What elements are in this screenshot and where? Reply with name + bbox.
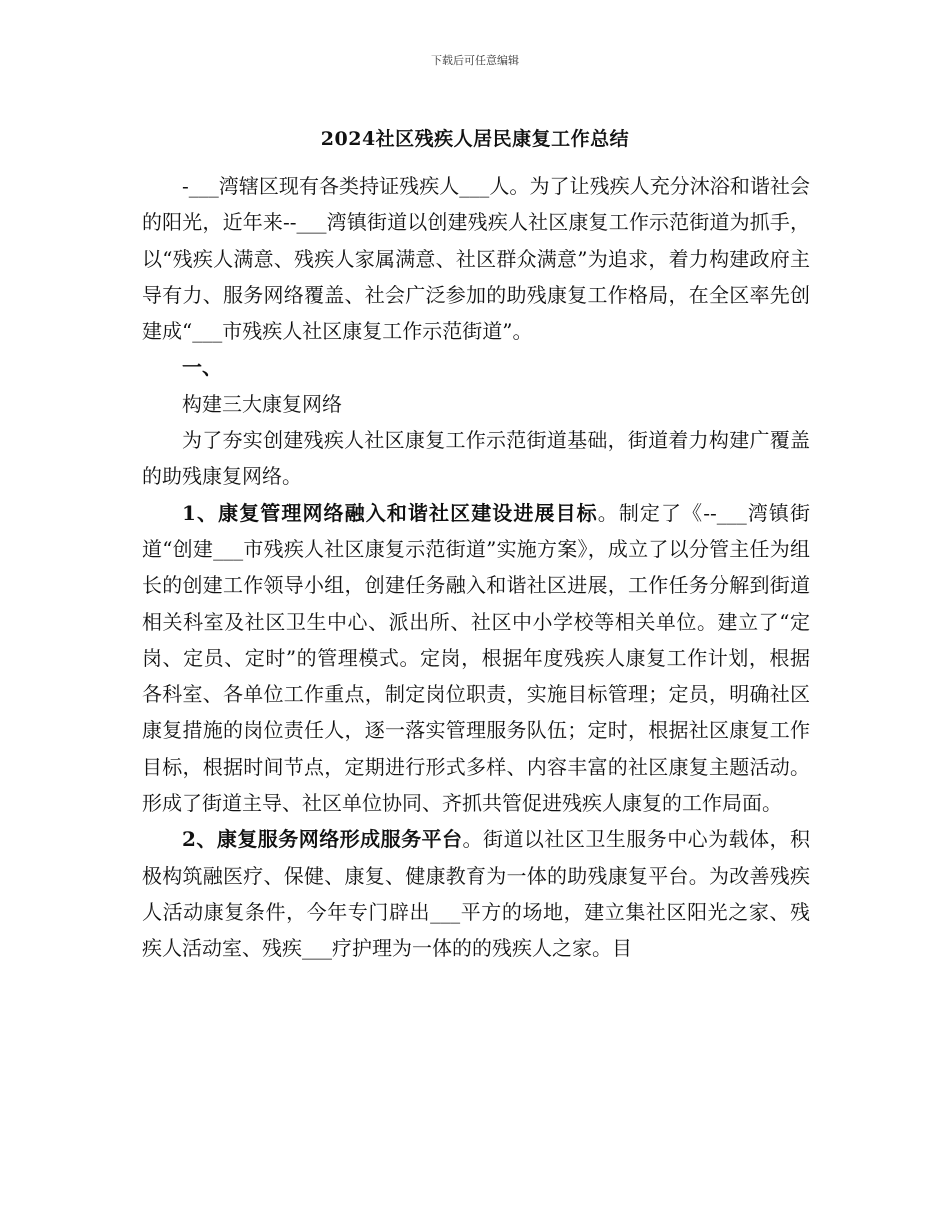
document-body bbox=[142, 168, 810, 967]
item-1-paragraph bbox=[142, 495, 810, 822]
section-number: 一、 bbox=[182, 355, 222, 380]
section-paragraph: 为了夯实创建残疾人社区康复工作示范街道基础，街道着力构建广覆盖的助残康复网络。 bbox=[142, 428, 810, 489]
item-1-text: 。制定了《--___湾镇街道“创建___市残疾人社区康复示范街道”实施方案》，成立了以分管主任为组长的创建工作领导小组，创建任务融入和谐社区进展，工作任务分解到街道相关科室及社区卫生中心、派出所、社区中小学校等相关单位。建立了“定岗、定员、定时”的管理模式。定岗，根据年度残疾人康复工作计划，根据各科室、各单位工作重点，制定岗位职责，实施目标管理；定员，明确社区康复措施的岗位责任人，逐一落实管理服务队伍；定时，根据社区康复工作目标，根据时间节点，定期进行形式多样、内容丰富的社区康复主题活动。形成了街道主导、社区单位协同、齐抓共管促进残疾人康复的工作局面。 bbox=[142, 500, 810, 816]
item-1-heading: 1、康复管理网络融入和谐社区建设进展目标 bbox=[182, 500, 598, 525]
section-heading: 构建三大康复网络 bbox=[182, 391, 342, 416]
page-header-note: 下载后可任意编辑 bbox=[431, 54, 519, 67]
item-2-heading: 2、康复服务网络形成服务平台 bbox=[182, 827, 463, 852]
item-2-paragraph bbox=[142, 821, 810, 966]
document-title: 2024社区残疾人居民康复工作总结 bbox=[320, 128, 630, 150]
item-2-text: 。街道以社区卫生服务中心为载体，积极构筑融医疗、保健、康复、健康教育为一体的助残康复平台。为改善残疾人活动康复条件，今年专门辟出___平方的场地，建立集社区阳光之家、残疾人活动室、残疾___疗护理为一体的的残疾人之家。目 bbox=[142, 827, 811, 961]
intro-paragraph: -___湾辖区现有各类持证残疾人___人。为了让残疾人充分沐浴和谐社会的阳光，近年来--___湾镇街道以创建残疾人社区康复工作示范街道为抓手，以“残疾人满意、残疾人家属满意、社区群众满意”为追求，着力构建政府主导有力、服务网络覆盖、社会广泛参加的助残康复工作格局，在全区率先创建成“___市残疾人社区康复工作示范街道”。 bbox=[142, 174, 810, 344]
